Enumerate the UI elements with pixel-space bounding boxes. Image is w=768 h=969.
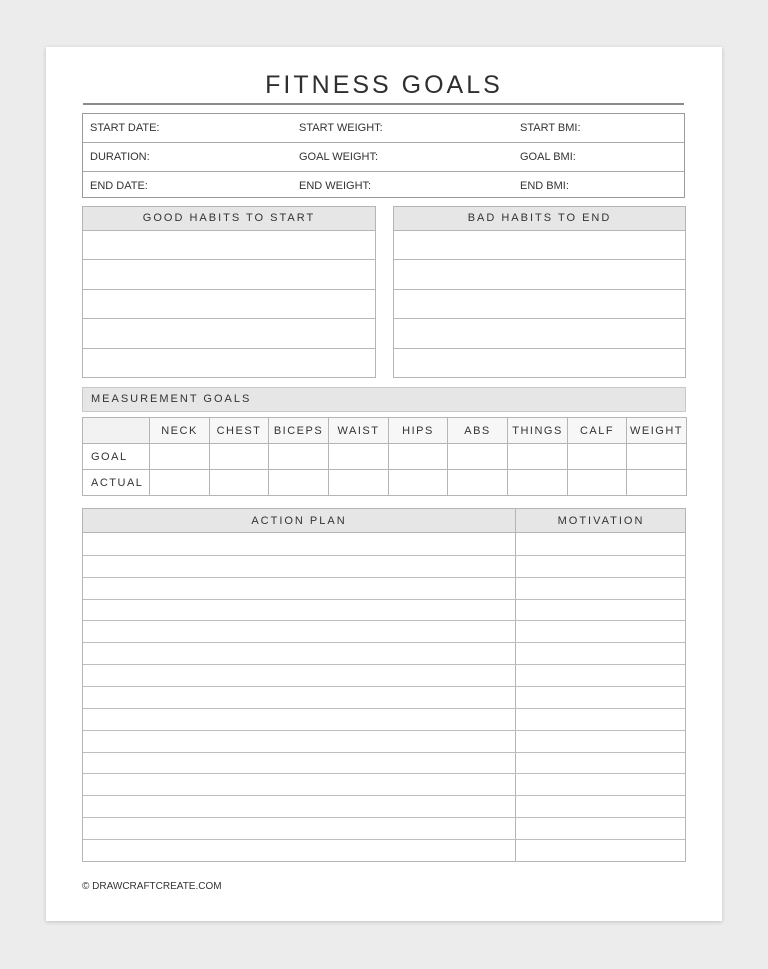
duration-label: DURATION: [90,151,150,163]
good-habit-line[interactable] [83,319,375,349]
measurement-corner-cell [83,418,150,444]
col-weight: WEIGHT [627,418,687,444]
measurement-cell[interactable] [627,470,687,496]
action-plan-line[interactable] [83,730,685,731]
plan-column-divider [515,509,516,861]
row-actual-label: ACTUAL [83,470,150,496]
end-date-label: END DATE: [90,180,148,192]
measurement-cell[interactable] [627,444,687,470]
bad-habit-line[interactable] [394,260,685,290]
measurement-table [82,417,687,496]
measurement-cell[interactable] [568,470,627,496]
action-plan-line[interactable] [83,795,685,796]
measurement-cell[interactable] [150,444,210,470]
measurement-cell[interactable] [210,470,269,496]
action-plan-line[interactable] [83,664,685,665]
goal-weight-label: GOAL WEIGHT: [299,151,379,163]
measurement-cell[interactable] [448,444,508,470]
col-biceps: BICEPS [269,418,329,444]
end-weight-label: END WEIGHT: [299,180,372,192]
action-plan-line[interactable] [83,599,685,600]
measurement-cell[interactable] [389,444,448,470]
bad-habit-line[interactable] [394,319,685,349]
action-plan-line[interactable] [83,708,685,709]
measurement-cell[interactable] [150,470,210,496]
action-plan-line[interactable] [83,817,685,818]
bad-habit-line[interactable] [394,290,685,319]
measurement-cell[interactable] [389,470,448,496]
action-plan-header-row [83,509,685,533]
measurement-cell[interactable] [329,444,389,470]
good-habit-line[interactable] [83,349,375,377]
copyright-footer: © DRAWCRAFTCREATE.COM [82,881,222,892]
measurement-cell[interactable] [508,470,568,496]
col-waist: WAIST [329,418,389,444]
motivation-header: MOTIVATION [557,515,645,527]
action-plan-line[interactable] [83,555,685,556]
goal-bmi-label: GOAL BMI: [520,151,576,163]
planner-page [46,47,722,921]
bad-habit-line[interactable] [394,349,685,377]
col-calf: CALF [568,418,627,444]
info-row [83,172,684,200]
col-abs: ABS [448,418,508,444]
action-plan-line[interactable] [83,839,685,840]
measurement-cell[interactable] [269,444,329,470]
measurement-cell[interactable] [210,444,269,470]
start-date-label: START DATE: [90,122,160,134]
good-habits-header: GOOD HABITS TO START [83,207,375,231]
start-bmi-label: START BMI: [520,122,581,134]
col-chest: CHEST [210,418,269,444]
measurement-cell[interactable] [568,444,627,470]
measurement-cell[interactable] [329,470,389,496]
measurement-actual-row [83,470,687,496]
good-habit-line[interactable] [83,260,375,290]
bad-habits-header: BAD HABITS TO END [394,207,685,231]
measurement-cell[interactable] [448,470,508,496]
measurement-goal-row [83,444,687,470]
col-hips: HIPS [389,418,448,444]
info-row [83,143,684,172]
col-things: THINGS [508,418,568,444]
col-neck: NECK [150,418,210,444]
end-bmi-label: END BMI: [520,180,569,192]
measurement-cell[interactable] [269,470,329,496]
action-plan-line[interactable] [83,642,685,643]
info-row [83,114,684,143]
info-box [82,113,685,198]
good-habit-line[interactable] [83,290,375,319]
action-plan-header: ACTION PLAN [251,515,347,527]
start-weight-label: START WEIGHT: [299,122,383,134]
action-plan-box [82,508,686,862]
action-plan-line[interactable] [83,686,685,687]
good-habits-box [82,206,376,378]
page-title: FITNESS GOALS [265,71,503,99]
title-underline [83,103,684,105]
action-plan-line[interactable] [83,620,685,621]
action-plan-line[interactable] [83,577,685,578]
measurement-cell[interactable] [508,444,568,470]
good-habit-line[interactable] [83,231,375,260]
bad-habit-line[interactable] [394,231,685,260]
row-goal-label: GOAL [83,444,150,470]
measurement-goals-header: MEASUREMENT GOALS [82,387,686,412]
action-plan-line[interactable] [83,752,685,753]
measurement-header-row [83,418,687,444]
action-plan-line[interactable] [83,773,685,774]
bad-habits-box [393,206,686,378]
